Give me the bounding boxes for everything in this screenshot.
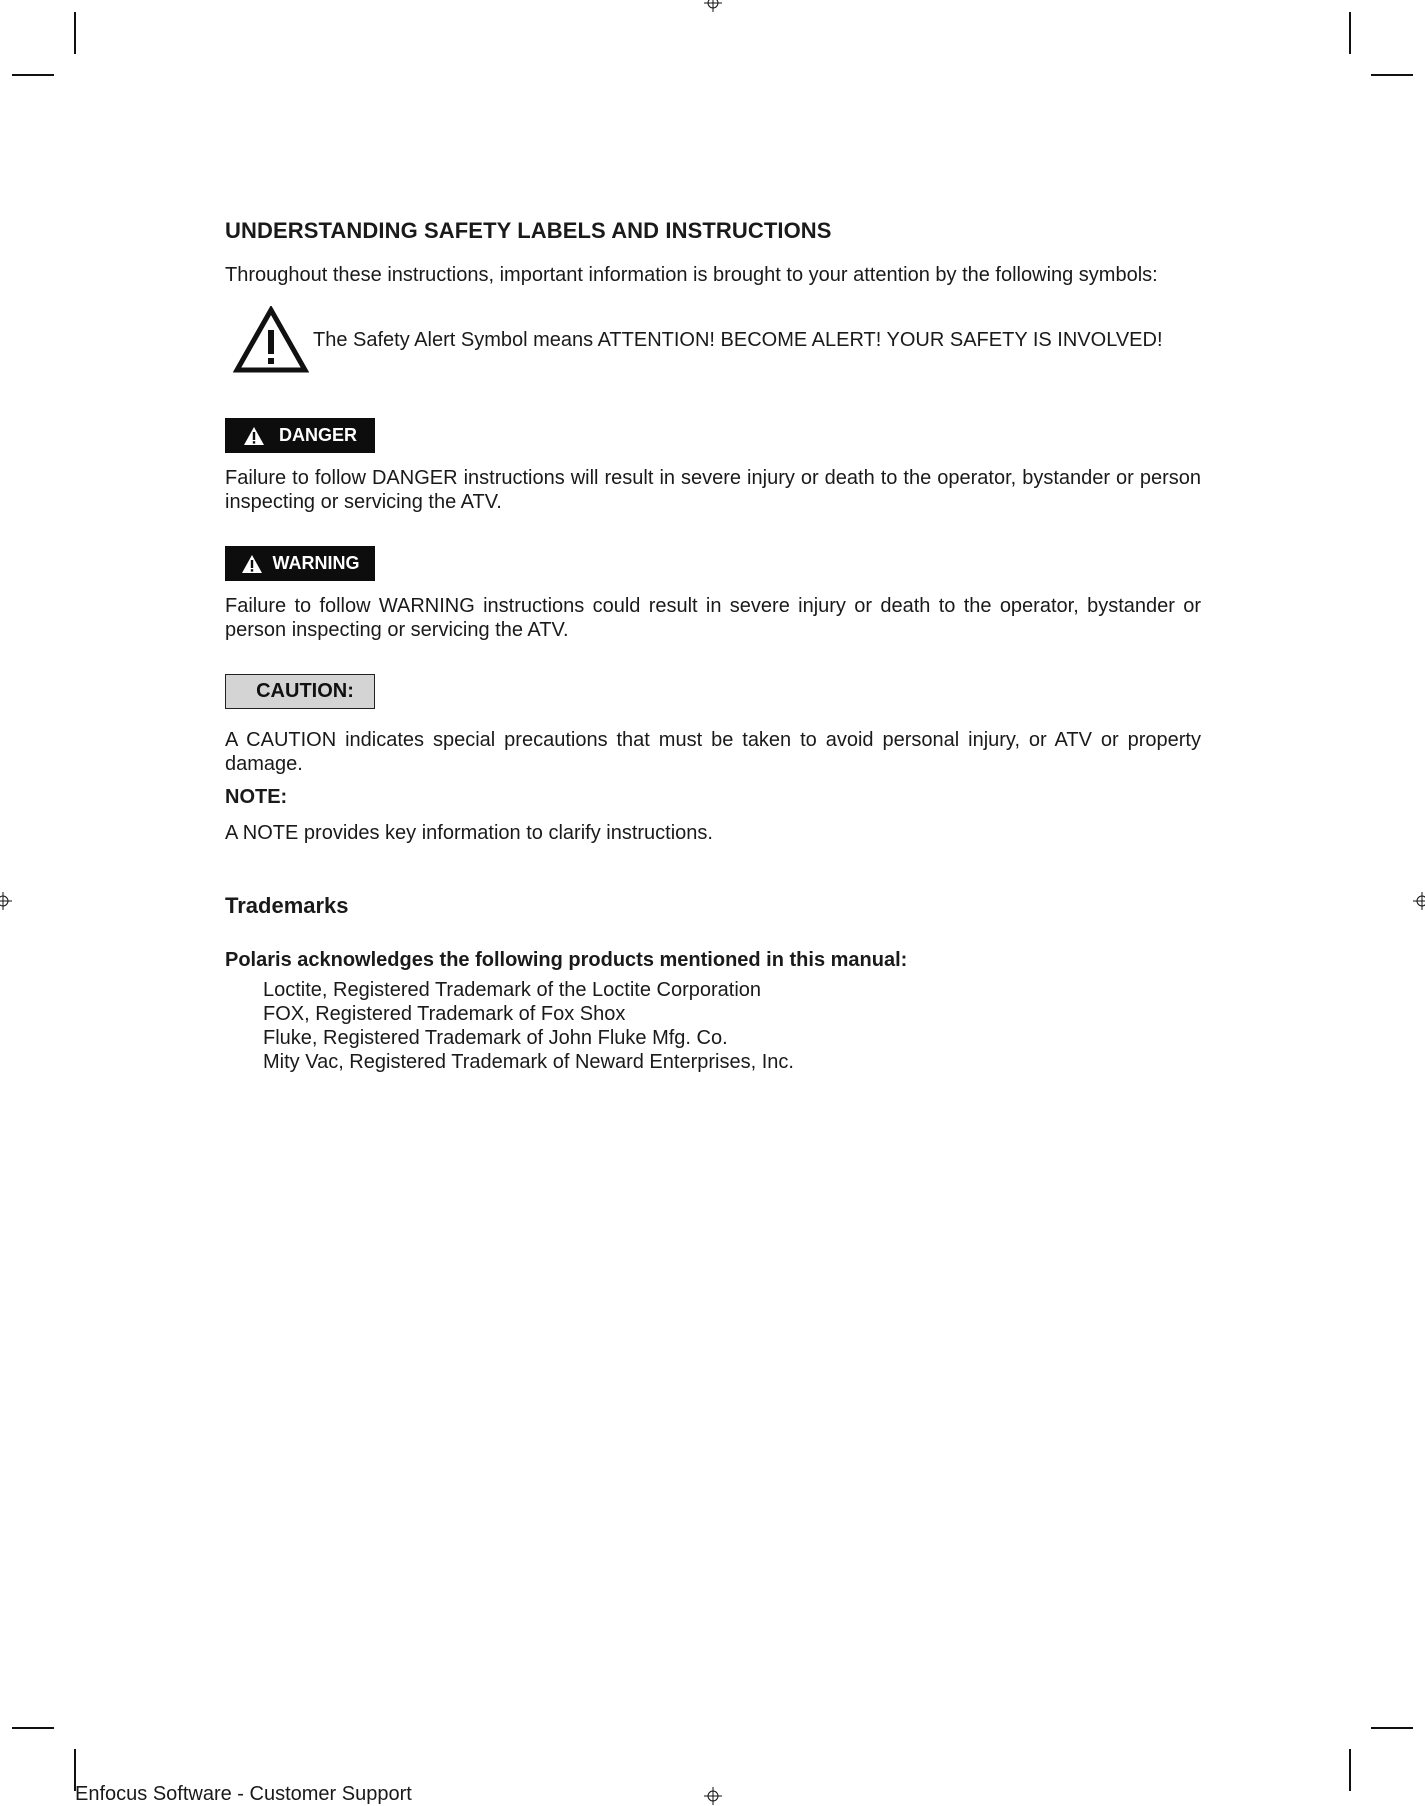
registration-mark-icon xyxy=(704,0,722,12)
section-title: UNDERSTANDING SAFETY LABELS AND INSTRUCTIONS xyxy=(225,218,832,243)
crop-mark xyxy=(12,1727,54,1729)
crop-mark xyxy=(1371,1727,1413,1729)
footer-text: Enfocus Software - Customer Support xyxy=(75,1783,412,1805)
danger-label xyxy=(225,418,375,453)
trademark-item: Fluke, Registered Trademark of John Fluke Mfg. Co. xyxy=(263,1027,728,1049)
crop-mark xyxy=(74,12,76,54)
main-content xyxy=(225,218,1201,1074)
caution-text: A CAUTION indicates special precautions that must be taken to avoid personal injury, or ATV or property damage. xyxy=(225,729,1201,775)
caution-block xyxy=(225,674,1201,776)
trademarks-title: Trademarks xyxy=(225,893,349,918)
registration-mark-icon xyxy=(1413,892,1425,910)
note-text: A NOTE provides key information to clarify instructions. xyxy=(225,822,713,844)
trademark-item: Mity Vac, Registered Trademark of Neward Enterprises, Inc. xyxy=(263,1051,794,1073)
danger-label-text: DANGER xyxy=(278,425,357,445)
warning-text: Failure to follow WARNING instructions could result in severe injury or death to the operator, bystander or person inspecting or servicing the ATV. xyxy=(225,595,1201,641)
safety-alert-row xyxy=(225,302,1201,378)
trademarks-acknowledgement: Polaris acknowledges the following products mentioned in this manual: xyxy=(225,949,908,971)
note-title: NOTE: xyxy=(225,786,288,808)
safety-alert-text: The Safety Alert Symbol means ATTENTION! BECOME ALERT! YOUR SAFETY IS INVOLVED! xyxy=(313,328,1163,351)
registration-mark-icon xyxy=(704,1787,722,1805)
crop-mark xyxy=(12,74,54,76)
crop-mark xyxy=(1349,1749,1351,1791)
caution-label xyxy=(225,674,375,709)
trademark-item: FOX, Registered Trademark of Fox Shox xyxy=(263,1003,626,1025)
warning-triangle-icon xyxy=(243,426,265,446)
crop-mark xyxy=(1371,74,1413,76)
trademark-item: Loctite, Registered Trademark of the Loctite Corporation xyxy=(263,979,762,1001)
intro-paragraph: Throughout these instructions, important information is brought to your attention by the following symbols: xyxy=(225,264,1158,286)
crop-mark xyxy=(1349,12,1351,54)
registration-mark-icon xyxy=(0,892,12,910)
trademarks-list xyxy=(225,978,1201,1074)
caution-label-text: CAUTION: xyxy=(256,680,354,702)
warning-triangle-icon xyxy=(241,554,263,574)
warning-block xyxy=(225,546,1201,642)
safety-alert-icon xyxy=(233,306,309,374)
danger-text: Failure to follow DANGER instructions will result in severe injury or death to the operator, bystander or person inspecting or servicing the ATV. xyxy=(225,467,1201,513)
warning-label-text: WARNING xyxy=(272,553,360,573)
warning-label xyxy=(225,546,375,581)
danger-block xyxy=(225,418,1201,514)
